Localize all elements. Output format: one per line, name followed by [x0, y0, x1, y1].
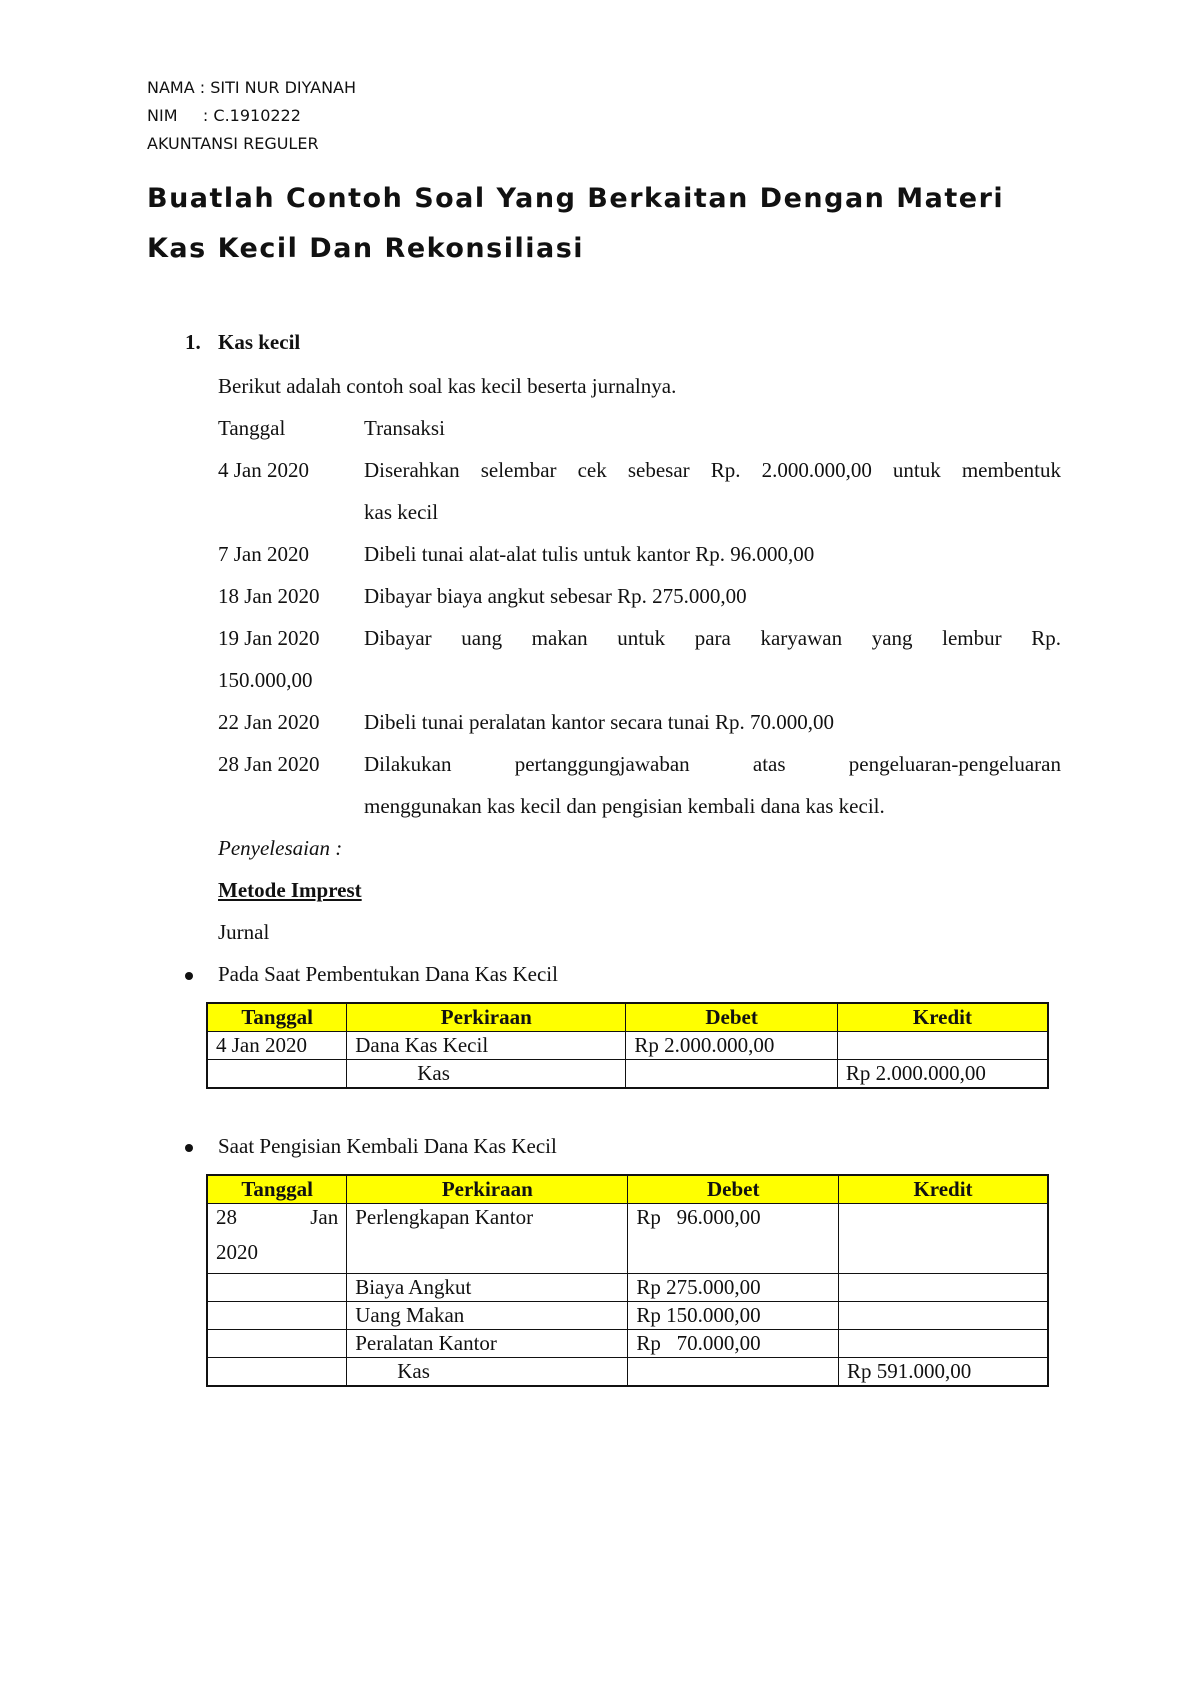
penyelesaian-label: Penyelesaian : — [218, 836, 343, 860]
transaction-text: Dibayar biaya angkut sebesar Rp. 275.000,00 — [364, 584, 747, 608]
transaction-text-cont: menggunakan kas kecil dan pengisian kembali dana kas kecil. — [364, 794, 885, 818]
transaction-text: Dibayar uang makan untuk para karyawan yang lembur Rp. — [364, 626, 1061, 650]
transaction-date: 22 Jan 2020 — [218, 710, 320, 734]
metode-heading: Metode Imprest — [218, 878, 362, 902]
student-info — [147, 74, 356, 158]
transaction-date: 28 Jan 2020 — [218, 752, 320, 776]
header-debet: Debet — [628, 1175, 839, 1204]
cell-perkiraan: Kas — [347, 1358, 628, 1387]
cell-tanggal — [207, 1274, 347, 1302]
cell-perkiraan: Kas — [347, 1060, 626, 1089]
journal-table-pembentukan — [206, 1002, 1049, 1089]
cell-tanggal — [207, 1060, 347, 1089]
header-debet: Debet — [626, 1003, 838, 1032]
cell-tanggal — [207, 1330, 347, 1358]
header-tanggal: Tanggal — [207, 1175, 347, 1204]
jurnal-label: Jurnal — [218, 920, 270, 944]
table-row — [207, 1330, 1048, 1358]
page-title: Buatlah Contoh Soal Yang Berkaitan Dengan Materi Kas Kecil Dan Rekonsiliasi — [147, 183, 1005, 264]
cell-debet: Rp 70.000,00 — [628, 1330, 839, 1358]
section-heading: Kas kecil — [218, 330, 301, 354]
cell-kredit — [839, 1330, 1049, 1358]
table1-caption: Pada Saat Pembentukan Dana Kas Kecil — [218, 962, 558, 986]
table-row — [207, 1302, 1048, 1330]
cell-debet — [628, 1358, 839, 1387]
cell-perkiraan: Peralatan Kantor — [347, 1330, 628, 1358]
date-month: Jan — [310, 1205, 339, 1229]
cell-tanggal — [207, 1204, 347, 1274]
bullet-icon — [185, 972, 193, 980]
transaction-text: Dibeli tunai alat-alat tulis untuk kantor Rp. 96.000,00 — [364, 542, 815, 566]
transaction-text-cont: kas kecil — [364, 500, 439, 524]
table-row — [207, 1204, 1048, 1274]
header-tanggal: Tanggal — [207, 1003, 347, 1032]
cell-kredit: Rp 591.000,00 — [839, 1358, 1049, 1387]
bullet-icon — [185, 1144, 193, 1152]
table-row — [207, 1032, 1048, 1060]
transaction-date: 4 Jan 2020 — [218, 458, 309, 482]
journal-table-pengisian — [206, 1174, 1049, 1387]
date-year: 2020 — [216, 1240, 258, 1264]
cell-kredit — [837, 1032, 1048, 1060]
intro-text: Berikut adalah contoh soal kas kecil beserta jurnalnya. — [218, 374, 677, 398]
transaction-date: 19 Jan 2020 — [218, 626, 320, 650]
table2-caption: Saat Pengisian Kembali Dana Kas Kecil — [218, 1134, 557, 1158]
transaction-text: Dibeli tunai peralatan kantor secara tunai Rp. 70.000,00 — [364, 710, 835, 734]
transaction-text: Dilakukan pertanggungjawaban atas pengeluaran-pengeluaran — [364, 752, 1061, 776]
date-day: 28 — [216, 1205, 237, 1229]
cell-debet: Rp 275.000,00 — [628, 1274, 839, 1302]
cell-perkiraan: Perlengkapan Kantor — [347, 1204, 628, 1274]
col-tanggal-label: Tanggal — [218, 416, 286, 440]
section-number: 1. — [185, 330, 201, 354]
cell-kredit — [839, 1204, 1049, 1274]
cell-debet: Rp 2.000.000,00 — [626, 1032, 838, 1060]
cell-tanggal: 4 Jan 2020 — [207, 1032, 347, 1060]
cell-kredit — [839, 1302, 1049, 1330]
cell-debet: Rp 150.000,00 — [628, 1302, 839, 1330]
col-transaksi-label: Transaksi — [364, 416, 445, 440]
transaction-date: 7 Jan 2020 — [218, 542, 309, 566]
cell-tanggal — [207, 1302, 347, 1330]
cell-perkiraan: Uang Makan — [347, 1302, 628, 1330]
header-kredit: Kredit — [839, 1175, 1049, 1204]
table-row — [207, 1060, 1048, 1089]
cell-debet: Rp 96.000,00 — [628, 1204, 839, 1274]
cell-debet — [626, 1060, 838, 1089]
transaction-text: Diserahkan selembar cek sebesar Rp. 2.000.000,00 untuk membentuk — [364, 458, 1061, 482]
cell-perkiraan: Dana Kas Kecil — [347, 1032, 626, 1060]
cell-kredit — [839, 1274, 1049, 1302]
student-name: NAMA : SITI NUR DIYANAH — [147, 78, 357, 97]
header-perkiraan: Perkiraan — [347, 1175, 628, 1204]
transaction-date: 18 Jan 2020 — [218, 584, 320, 608]
table-row — [207, 1274, 1048, 1302]
header-kredit: Kredit — [837, 1003, 1048, 1032]
table-header-row — [207, 1175, 1048, 1204]
student-nim: NIM : C.1910222 — [147, 106, 301, 125]
cell-tanggal — [207, 1358, 347, 1387]
table-header-row — [207, 1003, 1048, 1032]
transaction-text-cont: 150.000,00 — [218, 668, 313, 692]
cell-kredit: Rp 2.000.000,00 — [837, 1060, 1048, 1089]
cell-perkiraan: Biaya Angkut — [347, 1274, 628, 1302]
header-perkiraan: Perkiraan — [347, 1003, 626, 1032]
table-row — [207, 1358, 1048, 1387]
student-program: AKUNTANSI REGULER — [147, 134, 319, 153]
